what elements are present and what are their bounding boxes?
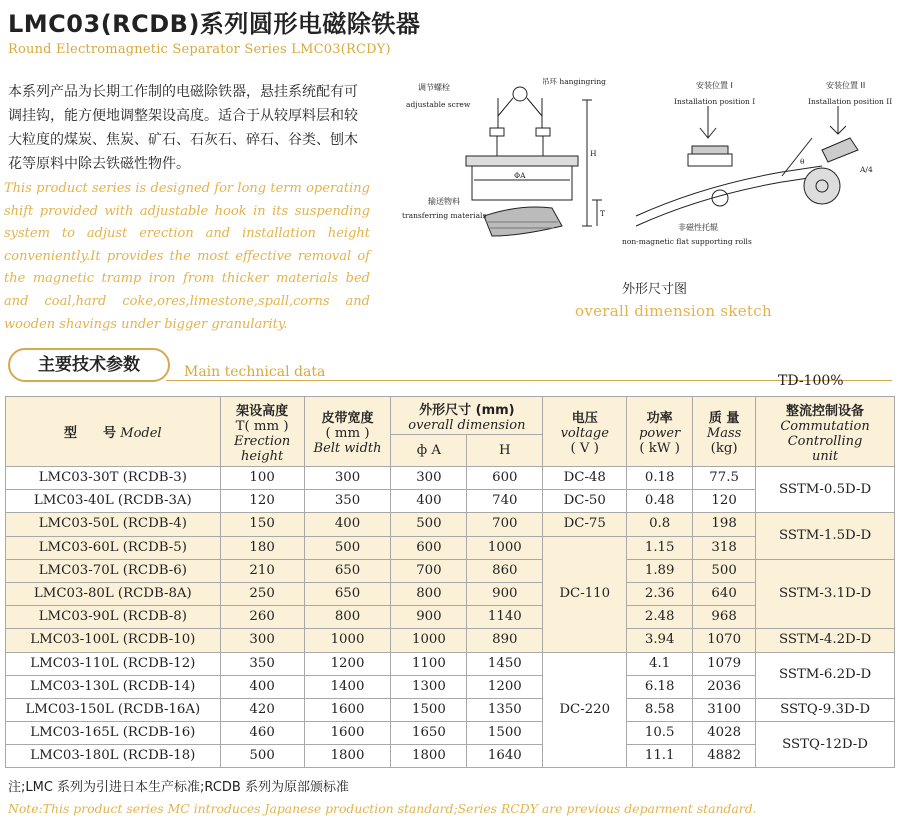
label-dim-t: T — [600, 209, 606, 218]
header-control: 整流控制设备 Commutation Controlling unit — [756, 397, 895, 467]
cell-dim-a: 1300 — [391, 675, 467, 698]
cell-mass: 2036 — [693, 675, 756, 698]
separator-side-view — [466, 87, 602, 236]
header-height: 架设高度 T( mm ) Erection height — [220, 397, 304, 467]
cell-belt: 1200 — [304, 652, 391, 675]
cell-dim-h: 1140 — [467, 606, 543, 629]
cell-dim-h: 1640 — [467, 745, 543, 768]
cell-model: LMC03-30T (RCDB-3) — [6, 467, 221, 490]
cell-dim-a: 700 — [391, 559, 467, 582]
cell-power: 6.18 — [627, 675, 693, 698]
cell-mass: 77.5 — [693, 467, 756, 490]
cell-height: 250 — [220, 582, 304, 605]
cell-power: 2.36 — [627, 582, 693, 605]
label-rolls-cn: 非磁性托辊 — [678, 223, 718, 232]
label-angle: θ — [800, 157, 805, 166]
label-screw-cn: 调节螺栓 — [418, 83, 450, 92]
cell-mass: 500 — [693, 559, 756, 582]
cell-dim-h: 1000 — [467, 536, 543, 559]
cell-power: 0.18 — [627, 467, 693, 490]
cell-dim-h: 860 — [467, 559, 543, 582]
note-cn: 注;LMC 系列为引进日本生产标准;RCDB 系列为原部颁标准 — [8, 780, 349, 795]
cell-mass: 120 — [693, 490, 756, 513]
cell-dim-a: 900 — [391, 606, 467, 629]
spec-table — [5, 396, 895, 768]
cell-mass: 968 — [693, 606, 756, 629]
cell-dim-h: 1450 — [467, 652, 543, 675]
duty-cycle: TD-100% — [778, 373, 844, 389]
header-dim-a: ф A — [391, 435, 467, 467]
cell-belt: 300 — [304, 467, 391, 490]
cell-height: 180 — [220, 536, 304, 559]
label-ratio: A/4 — [860, 165, 873, 174]
cell-model: LMC03-100L (RCDB-10) — [6, 629, 221, 652]
cell-mass: 4882 — [693, 745, 756, 768]
cell-dim-a: 800 — [391, 582, 467, 605]
page-subtitle: Round Electromagnetic Separator Series LMC03(RCDY) — [8, 42, 391, 57]
cell-model: LMC03-130L (RCDB-14) — [6, 675, 221, 698]
cell-belt: 800 — [304, 606, 391, 629]
cell-model: LMC03-50L (RCDB-4) — [6, 513, 221, 536]
cell-power: 2.48 — [627, 606, 693, 629]
cell-belt: 1600 — [304, 698, 391, 721]
cell-mass: 640 — [693, 582, 756, 605]
label-rolls-en: non-magnetic flat supporting rolls — [622, 237, 752, 246]
cell-voltage: DC-110 — [543, 536, 627, 652]
cell-model: LMC03-150L (RCDB-16A) — [6, 698, 221, 721]
cell-control: SSTM-0.5D-D — [756, 467, 895, 513]
cell-belt: 1400 — [304, 675, 391, 698]
cell-power: 4.1 — [627, 652, 693, 675]
header-belt: 皮带宽度 ( mm ) Belt width — [304, 397, 391, 467]
cell-mass: 1070 — [693, 629, 756, 652]
cell-power: 1.89 — [627, 559, 693, 582]
cell-height: 150 — [220, 513, 304, 536]
intro-text-en: This product series is designed for long term operating shift provided with adjustable hook in its suspending system to adjust erection and installation height conveniently.It provides the most effective removal of the magnetic tramp iron from thicker materials bed and coal,hard coke,ores,limestone,spall,corns and wooden shavings under bigger granularity. — [4, 181, 370, 332]
section-title-en: Main technical data — [184, 364, 326, 380]
table-row — [6, 513, 895, 536]
cell-dim-h: 1200 — [467, 675, 543, 698]
label-dim-h: H — [590, 149, 597, 158]
cell-voltage: DC-50 — [543, 490, 627, 513]
table-row — [6, 629, 895, 652]
cell-voltage: DC-75 — [543, 513, 627, 536]
cell-dim-a: 500 — [391, 513, 467, 536]
label-dim-a: ΦA — [514, 171, 526, 180]
cell-model: LMC03-180L (RCDB-18) — [6, 745, 221, 768]
cell-belt: 500 — [304, 536, 391, 559]
cell-belt: 1000 — [304, 629, 391, 652]
cell-control: SSTM-1.5D-D — [756, 513, 895, 559]
cell-height: 210 — [220, 559, 304, 582]
figure-caption-en: overall dimension sketch — [575, 302, 772, 320]
cell-dim-a: 300 — [391, 467, 467, 490]
installation-views — [636, 106, 858, 226]
label-ring: 吊环 hangingring — [542, 77, 606, 86]
cell-control: SSTM-4.2D-D — [756, 629, 895, 652]
cell-mass: 3100 — [693, 698, 756, 721]
cell-power: 0.8 — [627, 513, 693, 536]
cell-model: LMC03-80L (RCDB-8A) — [6, 582, 221, 605]
cell-voltage: DC-48 — [543, 467, 627, 490]
cell-dim-h: 600 — [467, 467, 543, 490]
cell-control: SSTQ-9.3D-D — [756, 698, 895, 721]
cell-height: 100 — [220, 467, 304, 490]
cell-belt: 1800 — [304, 745, 391, 768]
cell-dim-h: 1350 — [467, 698, 543, 721]
cell-mass: 198 — [693, 513, 756, 536]
cell-voltage: DC-220 — [543, 652, 627, 768]
cell-dim-a: 1100 — [391, 652, 467, 675]
cell-dim-h: 890 — [467, 629, 543, 652]
cell-height: 460 — [220, 722, 304, 745]
section-title: 主要技术参数 — [8, 348, 170, 382]
cell-height: 260 — [220, 606, 304, 629]
header-power: 功率 power ( kW ) — [627, 397, 693, 467]
cell-dim-h: 900 — [467, 582, 543, 605]
cell-belt: 650 — [304, 559, 391, 582]
cell-belt: 350 — [304, 490, 391, 513]
table-row — [6, 722, 895, 745]
cell-power: 1.15 — [627, 536, 693, 559]
cell-power: 10.5 — [627, 722, 693, 745]
cell-belt: 650 — [304, 582, 391, 605]
cell-belt: 1600 — [304, 722, 391, 745]
cell-model: LMC03-70L (RCDB-6) — [6, 559, 221, 582]
cell-height: 420 — [220, 698, 304, 721]
header-dimension: 外形尺寸 (mm) overall dimension — [391, 397, 543, 435]
cell-power: 3.94 — [627, 629, 693, 652]
figure-caption-cn: 外形尺寸图 — [622, 282, 688, 297]
intro-text-cn: 本系列产品为长期工作制的电磁除铁器，悬挂系统配有可调挂钩，能方便地调整架设高度。适合于从较厚料层和较大粒度的煤炭、焦炭、矿石、石灰石、碎石、谷类、刨木花等原料中除去铁磁性物件。 — [8, 84, 358, 172]
cell-dim-h: 740 — [467, 490, 543, 513]
cell-dim-h: 700 — [467, 513, 543, 536]
cell-dim-a: 400 — [391, 490, 467, 513]
header-voltage: 电压 voltage ( V ) — [543, 397, 627, 467]
cell-control: SSTM-3.1D-D — [756, 559, 895, 629]
cell-dim-a: 600 — [391, 536, 467, 559]
cell-power: 0.48 — [627, 490, 693, 513]
cell-power: 11.1 — [627, 745, 693, 768]
label-transfer-en: transferring materials — [402, 211, 487, 220]
cell-dim-a: 1000 — [391, 629, 467, 652]
cell-control: SSTQ-12D-D — [756, 722, 895, 768]
page-title: LMC03(RCDB)系列圆形电磁除铁器 — [8, 10, 421, 38]
cell-height: 350 — [220, 652, 304, 675]
note-en: Note:This product series MC introduces Japanese production standard;Series RCDY are previous deparment standard. — [8, 801, 757, 816]
cell-mass: 4028 — [693, 722, 756, 745]
cell-dim-a: 1650 — [391, 722, 467, 745]
label-transfer-cn: 输送物料 — [428, 197, 460, 206]
cell-model: LMC03-110L (RCDB-12) — [6, 652, 221, 675]
cell-control: SSTM-6.2D-D — [756, 652, 895, 698]
label-pos2-en: Installation position II — [808, 97, 893, 106]
header-model: 型 号 Model — [6, 397, 221, 467]
label-pos1-cn: 安装位置 I — [696, 81, 733, 90]
cell-dim-h: 1500 — [467, 722, 543, 745]
cell-height: 120 — [220, 490, 304, 513]
cell-dim-a: 1500 — [391, 698, 467, 721]
cell-power: 8.58 — [627, 698, 693, 721]
cell-model: LMC03-90L (RCDB-8) — [6, 606, 221, 629]
label-pos2-cn: 安装位置 II — [826, 81, 866, 90]
label-pos1-en: Installation position I — [674, 97, 756, 106]
cell-height: 500 — [220, 745, 304, 768]
table-row — [6, 559, 895, 582]
header-dim-h: H — [467, 435, 543, 467]
cell-height: 400 — [220, 675, 304, 698]
dimension-sketch — [402, 76, 894, 276]
table-row — [6, 698, 895, 721]
cell-dim-a: 1800 — [391, 745, 467, 768]
cell-mass: 318 — [693, 536, 756, 559]
cell-belt: 400 — [304, 513, 391, 536]
table-row — [6, 652, 895, 675]
cell-mass: 1079 — [693, 652, 756, 675]
cell-model: LMC03-165L (RCDB-16) — [6, 722, 221, 745]
label-screw-en: adjustable screw — [406, 100, 471, 109]
table-row — [6, 467, 895, 490]
cell-model: LMC03-60L (RCDB-5) — [6, 536, 221, 559]
header-mass: 质 量 Mass (kg) — [693, 397, 756, 467]
cell-model: LMC03-40L (RCDB-3A) — [6, 490, 221, 513]
cell-height: 300 — [220, 629, 304, 652]
